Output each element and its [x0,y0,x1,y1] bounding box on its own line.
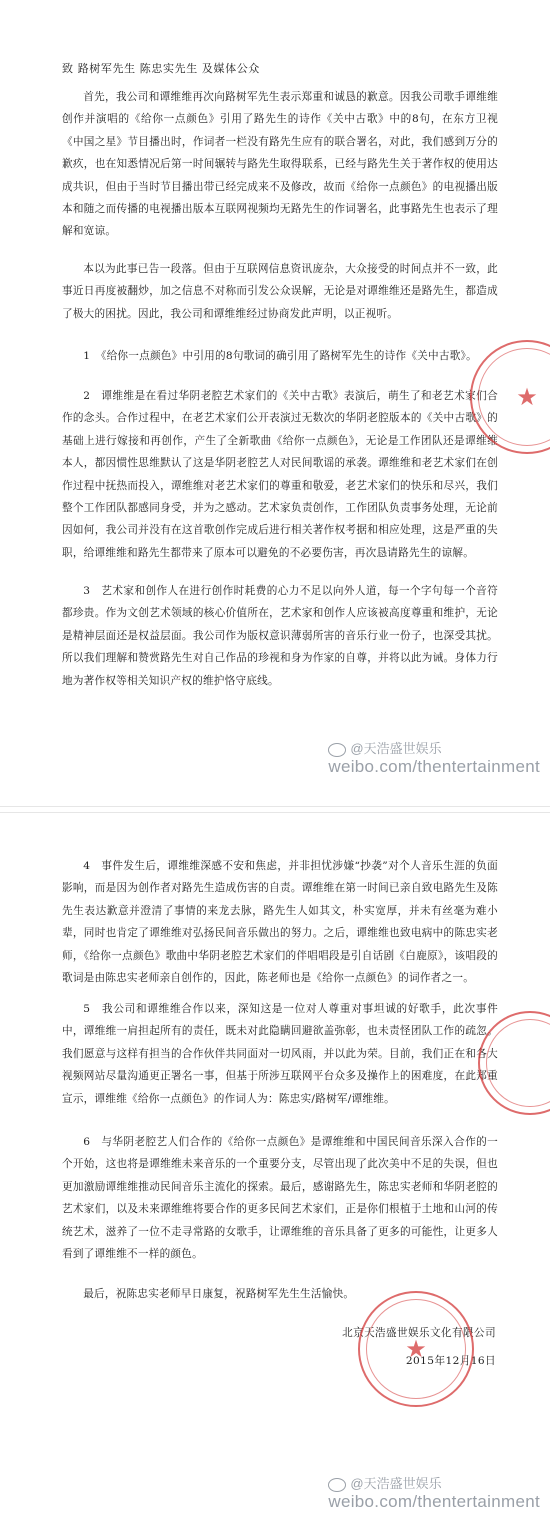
seal-star-icon: ★ [405,1335,427,1363]
weibo-url-watermark: weibo.com/thentertainment [328,757,540,776]
weibo-logo-icon [328,743,346,757]
paragraph-background: 本以为此事已告一段落。但由于互联网信息资讯庞杂，大众接受的时间点并不一致，此事近日再度被翻炒，加之信息不对称而引发公众误解，无论是对谭维维还是路先生，都造成了极大的困扰。因此，我公司和谭维维经过协商发此声明，以正视听。 [62,263,498,320]
weibo-watermark [328,738,540,777]
letter-page-2 [0,812,550,1537]
statement-item-6: 6 与华阴老腔艺人们合作的《给你一点颜色》是谭维维和中国民间音乐深入合作的一个开始，这也将是谭维维未来音乐的一个重要分支，尽管出现了此次美中不足的失误，但也更加激励谭维维推动民间音乐主流化的探索。最后，感谢路先生，陈忠实老师和华阴老腔的艺术家们，以及未来谭维维将要合作的更多民间艺术家们，正是你们根植于土地和山河的传统艺术，滋养了一位不走寻常路的女歌手，让谭维维的音乐具备了更多的可能性，让更多人看到了谭维维不一样的颜色。 [62,1136,498,1261]
weibo-account-label: @天浩盛世娱乐 [350,741,442,756]
seal-ring [366,1299,466,1399]
company-seal-stamp-signature [358,1291,474,1407]
weibo-account-label: @天浩盛世娱乐 [350,1476,442,1491]
company-signature: 北京天浩盛世娱乐文化有限公司 [342,1327,496,1339]
statement-item-5: 5 我公司和谭维维合作以来，深知这是一位对人尊重对事坦诚的好歌手，此次事件中，谭维维一肩担起所有的责任，既未对此隐瞒回避欲盖弥彰，也未责怪团队工作的疏忽。我们愿意与这样有担当的合作伙伴共同面对一切风雨，并以此为荣。目前，我们正在和各大视频网站尽量沟通更正署名一事，但基于所涉互联网平台众多及操作上的困难度，在此郑重宣示，谭维维《给你一点颜色》的作词人为：陈忠实/路树军/谭维维。 [62,1003,498,1105]
closing-wishes: 最后，祝陈忠实老师早日康复，祝路树军先生生活愉快。 [83,1288,355,1300]
weibo-account-watermark [328,1473,540,1492]
weibo-watermark-bottom [328,1473,540,1512]
weibo-logo-icon [328,1478,346,1492]
statement-item-3: 3 艺术家和创作人在进行创作时耗费的心力不足以向外人道，每一个字句每一个音符都珍贵。作为文创艺术领域的核心价值所在，艺术家和创作人应该被高度尊重和维护，无论是精神层面还是权益层面。我公司作为版权意识薄弱所害的音乐行业一份子，也深受其扰。所以我们理解和赞赏路先生对自己作品的珍视和身为作家的自尊，并将以此为诫。身体力行地为著作权等相关知识产权的维护恪守底线。 [62,585,498,687]
paragraph-apology: 首先，我公司和谭维维再次向路树军先生表示郑重和诚恳的歉意。因我公司歌手谭维维创作并演唱的《给你一点颜色》引用了路先生的诗作《关中古歌》中的8句，在东方卫视《中国之星》节目播出时，作词者一栏没有路先生应有的联合署名，对此，我们感到万分的歉疚，也在知悉情况后第一时间辗转与路先生取得联系，已经与路先生关于著作权的使用达成共识，但由于当时节目播出带已经完成来不及修改，故而《给你一点颜色》的电视播出版本和随之而传播的电视播出版本互联网视频均无路先生的作词署名，此事路先生也表示了理解和宽谅。 [62,91,498,238]
seal-star-icon: ★ [516,383,538,411]
statement-item-1: 1 《给你一点颜色》中引用的8句歌词的确引用了路树军先生的诗作《关中古歌》。 [83,350,477,362]
salutation: 致 路树军先生 陈忠实先生 及媒体公众 [62,62,260,75]
weibo-account-watermark [328,738,540,757]
weibo-url-watermark: weibo.com/thentertainment [328,1492,540,1511]
signature-date: 2015年12月16日 [405,1355,496,1367]
statement-item-2: 2 谭维维是在看过华阴老腔艺术家们的《关中古歌》表演后，萌生了和老艺术家们合作的念头。合作过程中，在老艺术家们公开表演过无数次的华阴老腔版本的《关中古歌》的基础上进行嫁接和再创作，产生了全新歌曲《给你一点颜色》，无论是工作团队还是谭维维本人，都因惯性思维默认了这是华阴老腔艺人对民间歌谣的承袭。谭维维和老艺术家们在创作过程中抚热而投入，谭维维对老艺术家们的尊重和敬爱，老艺术家们的快乐和尽兴，我们整个工作团队都感同身受，并为之感动。艺术家负责创作，工作团队负责事务处理，无论前因如何，我公司并没有在这首歌创作完成后进行相关著作权考据和相应处理，这是严重的失职，给谭维维和路先生都带来了原本可以避免的不必要伤害，再次恳请路先生的谅解。 [62,390,498,559]
statement-item-4: 4 事件发生后，谭维维深感不安和焦虑，并非担忧涉嫌“抄袭”对个人音乐生涯的负面影响，而是因为创作者对路先生造成伤害的自责。谭维维在第一时间已亲自致电路先生及陈先生表达歉意并澄清了事情的来龙去脉，路先生人如其文，朴实宽厚，并未有丝毫为难小辈，同时也肯定了谭维维对弘扬民间音乐做出的努力。之后，谭维维也致电病中的陈忠实老师，《给你一点颜色》歌曲中华阴老腔艺术家们的伴唱唱段是引自话剧《白鹿原》，该唱段的歌词是由陈忠实老师亲自创作的，因此，陈老师也是《给你一点颜色》的词作者之一。 [62,860,498,985]
